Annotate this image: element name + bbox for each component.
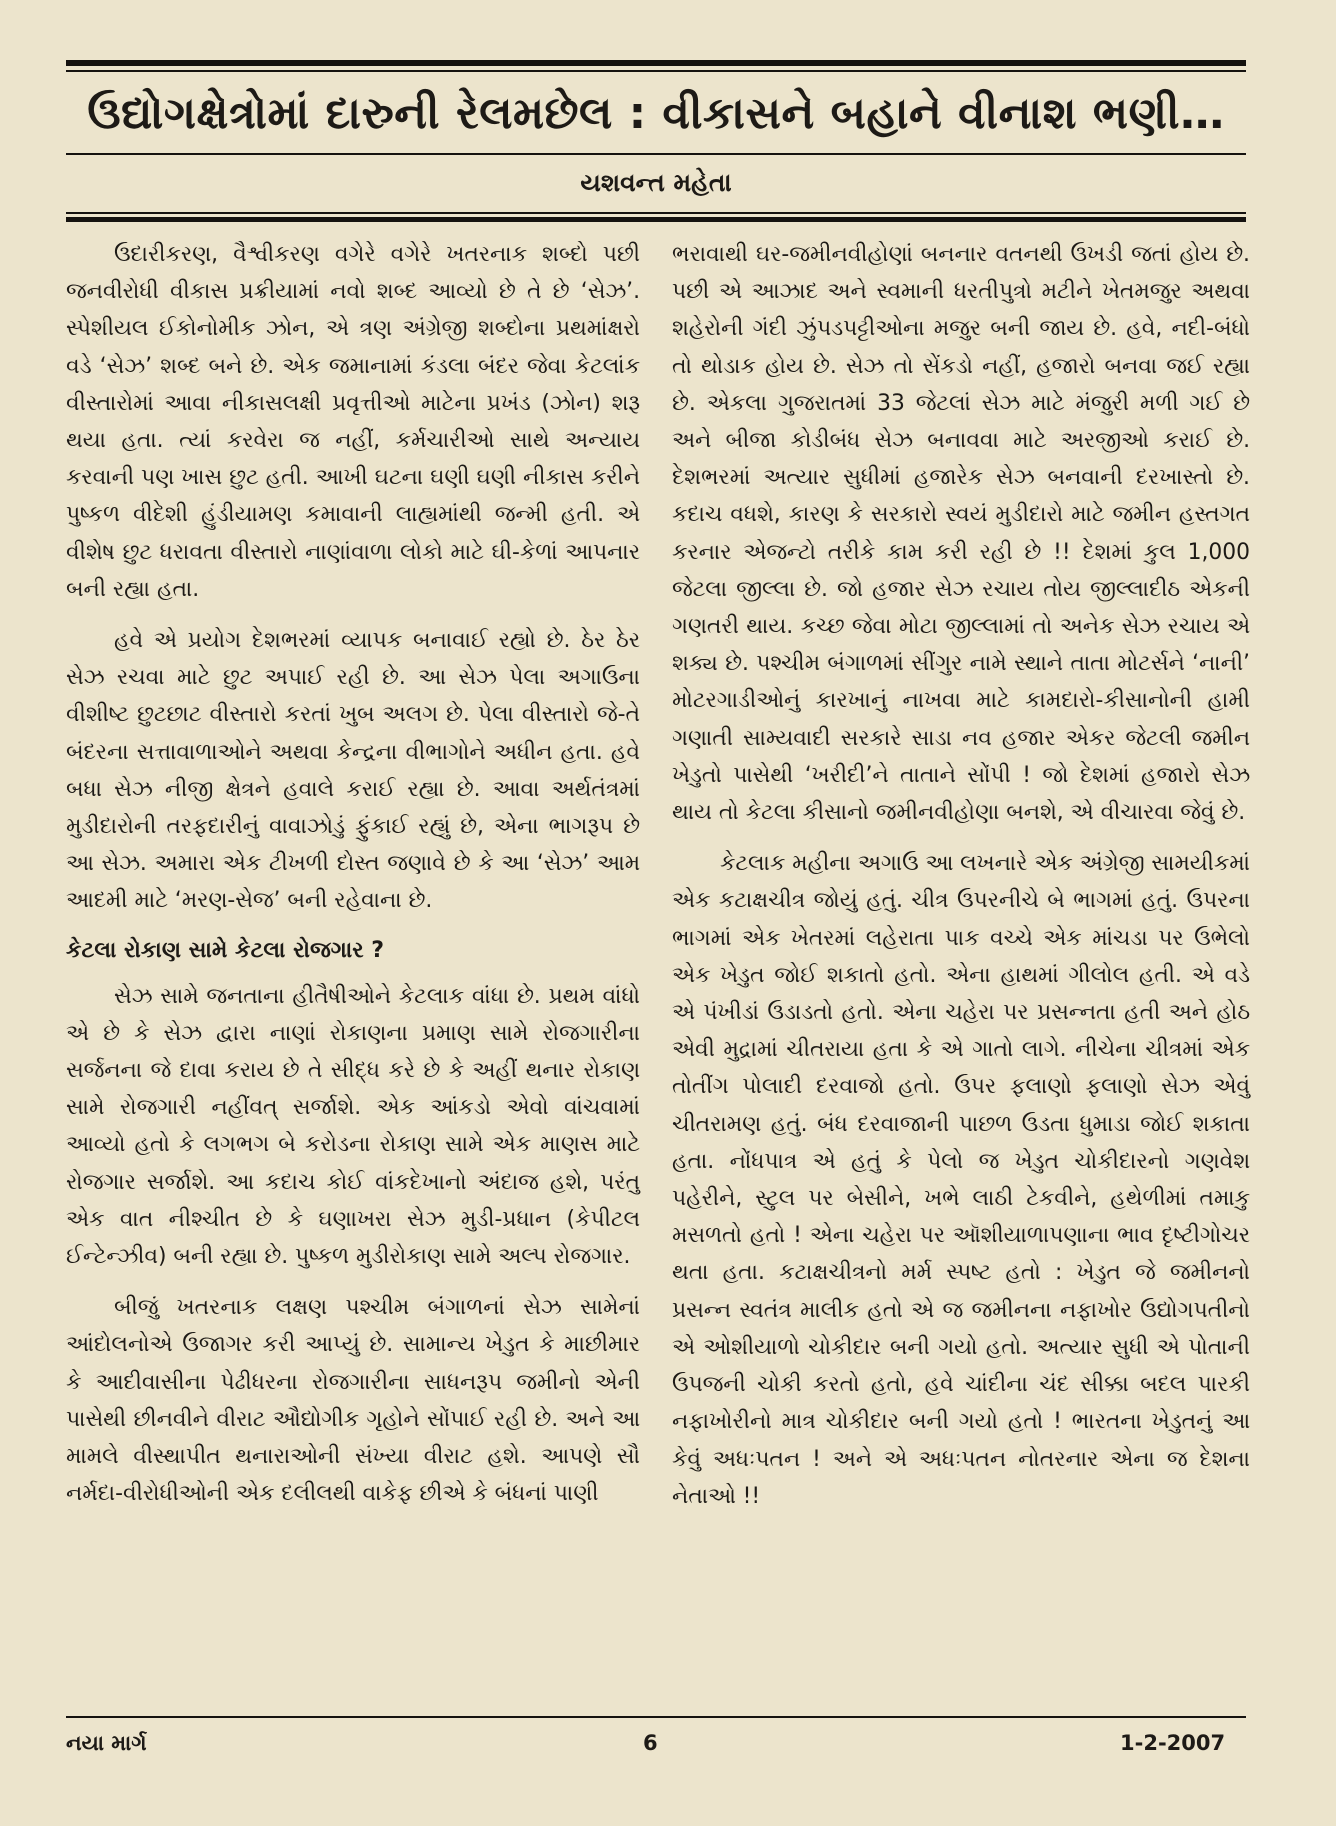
paragraph: ઉદારીકરણ, વૈશ્વીકરણ વગેરે વગેરે ખતરનાક શબ્દો પછી જનવીરોધી વીકાસ પ્રક્રીયામાં નવો શબ્દ આવ્યો છે તે છે ‘સેઝ’. સ્પેશીયલ ઈકોનોમીક ઝોન, એ ત્રણ અંગ્રેજી શબ્દોના પ્રથમાંક્ષરો વડે ‘સેઝ’ શબ્દ બને છે. એક જમાનામાં કંડલા બંદર જેવા કેટલાંક વીસ્તારોમાં આવા નીકાસલક્ષી પ્રવૃત્તીઓ માટેના પ્રખંડ (ઝોન) શરૂ થયા હતા. ત્યાં કરવેરા જ નહીં, કર્મચારીઓ સાથે અન્યાય કરવાની પણ ખાસ છુટ હતી. આખી ઘટના ઘણી ઘણી નીકાસ કરીને પુષ્કળ વીદેશી હુંડીયામણ કમાવાની લાહ્યમાંથી જન્મી હતી. એ વીશેષ છુટ ધરાવતા વીસ્તારો નાણાંવાળા લોકો માટે ઘી-કેળાં આપનાર બની રહ્યા હતા. xyxy=(66,242,640,602)
article-title: ઉદ્યોગક્ષેત્રોમાં દારુની રેલમછેલ : વીકાસને બહાને વીનાશ ભણી… xyxy=(87,88,1225,139)
title-rule xyxy=(66,153,1246,155)
top-rule-thin xyxy=(66,70,1246,72)
top-rule-thick xyxy=(66,60,1246,66)
footer-rule xyxy=(66,1716,1246,1718)
author-byline: યશવન્ત મહેતા xyxy=(580,168,732,197)
page-number: 6 xyxy=(643,1731,658,1755)
right-column xyxy=(672,236,1250,1515)
publication-name: નયા માર્ગ xyxy=(66,1731,147,1755)
paragraph: સેઝ સામે જનતાના હીતૈષીઓને કેટલાક વાંધા છે. પ્રથમ વાંધો એ છે કે સેઝ દ્વારા નાણાં રોકાણના પ્રમાણ સામે રોજગારીના સર્જનના જે દાવા કરાય છે તે સીદ્ધ કરે છે કે અહીં થનાર રોકાણ સામે રોજગારી નહીંવત્ સર્જાશે. એક આંકડો એવો વાંચવામાં આવ્યો હતો કે લગભગ બે કરોડના રોકાણ સામે એક માણસ માટે રોજગાર સર્જાશે. આ કદાચ કોઈ વાંકદેખાનો અંદાજ હશે, પરંતુ એક વાત નીશ્ચીત છે કે ઘણાખરા સેઝ મુડી-પ્રધાન (કેપીટલ ઈન્ટેન્ઝીવ) બની રહ્યા છે. પુષ્કળ મુડીરોકાણ સામે અલ્પ રોજગાર. xyxy=(66,983,640,1270)
paragraph: બીજું ખતરનાક લક્ષણ પશ્ચીમ બંગાળનાં સેઝ સામેનાં આંદોલનોએ ઉજાગર કરી આપ્યું છે. સામાન્ય ખેડુત કે માછીમાર કે આદીવાસીના પેઢીધરના રોજગારીના સાધનરૂપ જમીનો એની પાસેથી છીનવીને વીરાટ ઔદ્યોગીક ગૃહોને સોંપાઈ રહી છે. અને આ મામલે વીસ્થાપીત થનારાઓની સંખ્યા વીરાટ હશે. આપણે સૌ નર્મદા-વીરોધીઓની એક દલીલથી વાકેફ છીએ કે બંધનાં પાણી xyxy=(66,1295,640,1507)
paragraph: કેટલાક મહીના અગાઉ આ લખનારે એક અંગ્રેજી સામયીકમાં એક કટાક્ષચીત્ર જોયું હતું. ચીત્ર ઉપરનીચે બે ભાગમાં હતું. ઉપરના ભાગમાં એક ખેતરમાં લહેરાતા પાક વચ્ચે એક માંચડા પર ઉભેલો એક ખેડુત જોઈ શકાતો હતો. એના હાથમાં ગીલોલ હતી. એ વડે એ પંખીડાં ઉડાડતો હતો. એના ચહેરા પર પ્રસન્નતા હતી અને હોઠ એવી મુદ્રામાં ચીતરાયા હતા કે એ ગાતો લાગે. નીચેના ચીત્રમાં એક તોતીંગ પોલાદી દરવાજો હતો. ઉપર ફલાણો ફલાણો સેઝ એવું ચીતરામણ હતું. બંધ દરવાજાની પાછળ ઉડતા ધુમાડા જોઈ શકાતા હતા. નોંધપાત્ર એ હતું કે પેલો જ ખેડુત ચોકીદારનો ગણવેશ પહેરીને, સ્ટુલ પર બેસીને, ખભે લાઠી ટેકવીને, હથેળીમાં તમાકુ મસળતો હતો ! એના ચહેરા પર ઑશીયાળાપણાના ભાવ દૃષ્ટીગોચર થતા હતા. કટાક્ષચીત્રનો મર્મ સ્પષ્ટ હતો : ખેડુત જે જમીનનો પ્રસન્ન સ્વતંત્ર માલીક હતો એ જ જમીનના નફાખોર ઉદ્યોગપતીનો એ ઓશીયાળો ચોકીદાર બની ગયો હતો. અત્યાર સુધી એ પોતાની ઉપજની ચોકી કરતો હતો, હવે ચાંદીના ચંદ સીક્કા બદલ પારકી નફાખોરીનો માત્ર ચોકીદાર બની ગયો હતો ! ભારતના ખેડુતનું આ કેવું અધઃપતન ! અને એ અધઃપતન નોતરનાર એના જ દેશના નેતાઓ !! xyxy=(672,851,1250,1509)
byline-rule-thick xyxy=(66,217,1246,222)
byline-rule-thin xyxy=(66,212,1246,214)
paragraph: હવે એ પ્રયોગ દેશભરમાં વ્યાપક બનાવાઈ રહ્યો છે. ઠેર ઠેર સેઝ રચવા માટે છુટ અપાઈ રહી છે. આ સેઝ પેલા અગાઉના વીશીષ્ટ છુટછાટ વીસ્તારો કરતાં ખુબ અલગ છે. પેલા વીસ્તારો જે-તે બંદરના સત્તાવાળાઓને અથવા કેન્દ્રના વીભાગોને અધીન હતા. હવે બધા સેઝ નીજી ક્ષેત્રને હવાલે કરાઈ રહ્યા છે. આવા અર્થતંત્રમાં મુડીદારોની તરફદારીનું વાવાઝોડું ફુંકાઈ રહ્યું છે, એના ભાગરૂપ છે આ સેઝ. અમારા એક ટીખળી દોસ્ત જણાવે છે કે આ ‘સેઝ’ આમ આદમી માટે ‘મરણ-સેજ’ બની રહેવાના છે. xyxy=(66,628,640,914)
paragraph: ભરાવાથી ઘર-જમીનવીહોણાં બનનાર વતનથી ઉખડી જતાં હોય છે. પછી એ આઝાદ અને સ્વમાની ધરતીપુત્રો મટીને ખેતમજુર અથવા શહેરોની ગંદી ઝુંપડપટ્ટીઓના મજુર બની જાય છે. હવે, નદી-બંધો તો થોડાક હોય છે. સેઝ તો સેંકડો નહીં, હજારો બનવા જઈ રહ્યા છે. એકલા ગુજરાતમાં 33 જેટલાં સેઝ માટે મંજુરી મળી ગઈ છે અને બીજા કોડીબંધ સેઝ બનાવવા માટે અરજીઓ કરાઈ છે. દેશભરમાં અત્યાર સુધીમાં હજારેક સેઝ બનવાની દરખાસ્તો છે. કદાચ વધશે, કારણ કે સરકારો સ્વયં મુડીદારો માટે જમીન હસ્તગત કરનાર એજન્ટો તરીકે કામ કરી રહી છે !! દેશમાં કુલ 1,000 જેટલા જીલ્લા છે. જો હજાર સેઝ રચાય તોય જીલ્લાદીઠ એકની ગણતરી થાય. કચ્છ જેવા મોટા જીલ્લામાં તો અનેક સેઝ રચાય એ શક્ય છે. પશ્ચીમ બંગાળમાં સીંગુર નામે સ્થાને તાતા મોટર્સને ‘નાની’ મોટરગાડીઓનું કારખાનું નાખવા માટે કામદારો-કીસાનોની હામી ગણાતી સામ્યવાદી સરકારે સાડા નવ હજાર એકર જેટલી જમીન ખેડુતો પાસેથી ‘ખરીદી’ને તાતાને સોંપી ! જો દેશમાં હજારો સેઝ થાય તો કેટલા કીસાનો જમીનવીહોણા બનશે, એ વીચારવા જેવું છે. xyxy=(672,242,1250,826)
left-column xyxy=(66,236,640,1513)
section-heading: કેટલા રોકાણ સામે કેટલા રોજગાર ? xyxy=(66,937,385,963)
issue-date: 1-2-2007 xyxy=(1120,1731,1226,1755)
